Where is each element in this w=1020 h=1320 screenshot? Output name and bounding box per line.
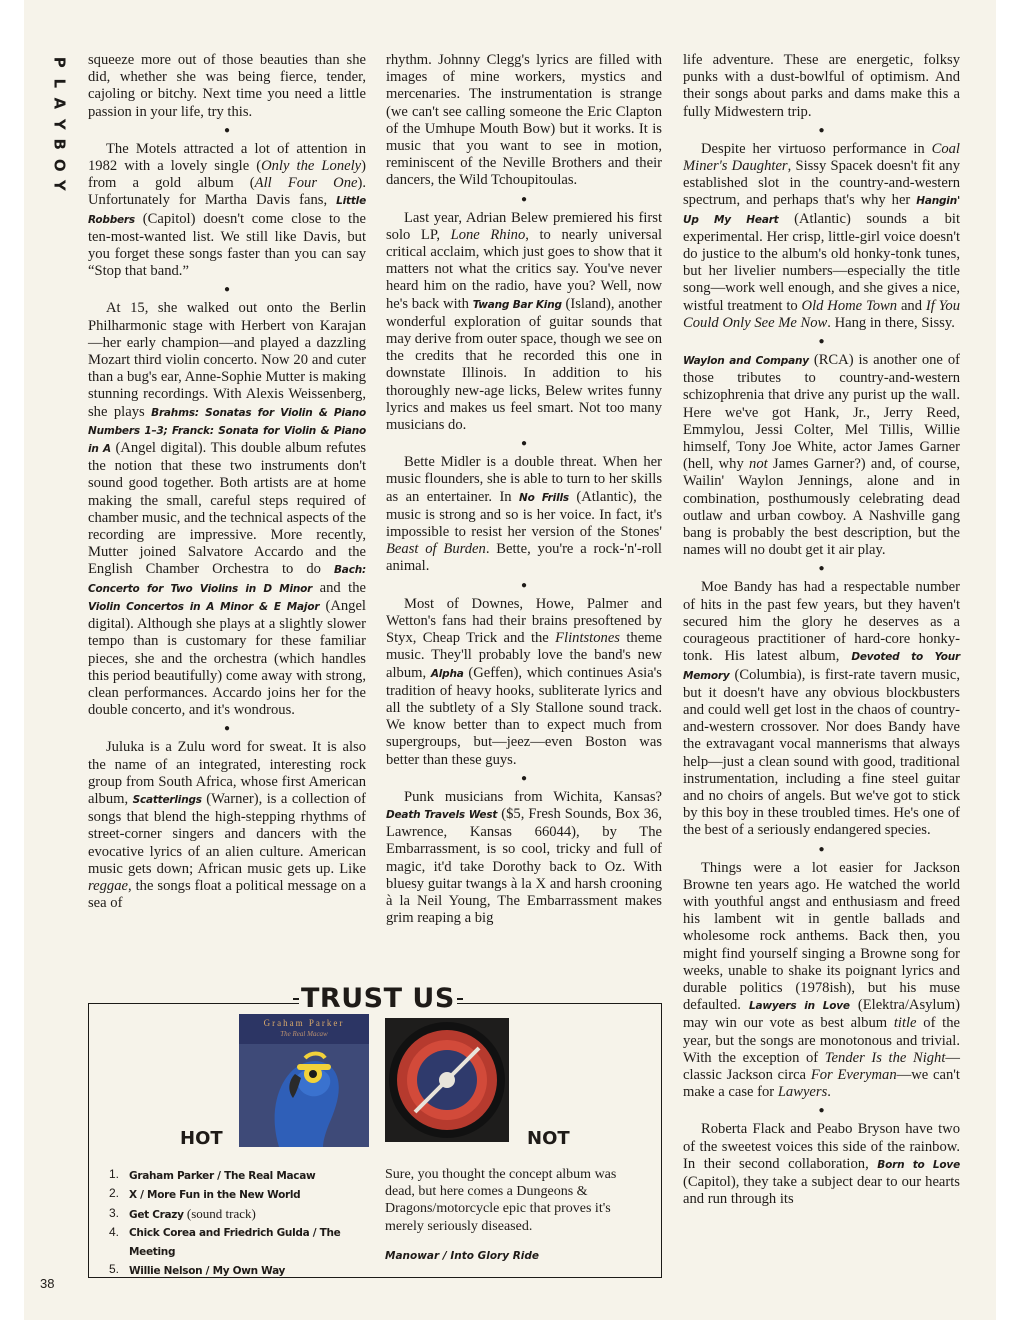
- not-album-record: [385, 1018, 509, 1142]
- paragraph: Juluka is a Zulu word for sweat. It is also the name of an integrated, interesting rock group from South Africa, whose first American album, Scatterlings (Warner), is a collection of songs that blend the high-stepping rhythms of street-corner singers and dancers with the evocative lyrics of an alien culture. American music gets down; African music gets up. Like reggae, the songs float a political message on a sea of: [88, 739, 366, 912]
- list-item: 2. X / More Fun in the New World: [109, 1186, 301, 1202]
- article-column-2: [386, 52, 662, 927]
- separator-bullet: [386, 434, 662, 454]
- trust-us-box: [88, 983, 662, 1278]
- separator-bullet: [88, 280, 366, 300]
- paragraph: Last year, Adrian Belew premiered his first solo LP, Lone Rhino, to nearly universal critical acclaim, which just goes to show that it matters not what the critics say. You've never heard him on the radio, have you? Well, now he's back with Twang Bar King (Island), another wonderful exploration of guitar sounds that may derive from outer space, though we see on the credits that he recorded this one in downstate Illinois. In addition to his thoroughly new-age licks, Belew writes funny lyrics and makes us feel smart. Not too many musicians do.: [386, 209, 663, 434]
- separator-bullet: [88, 719, 366, 739]
- paragraph: squeeze more out of those beauties than she did, whether she was being fierce, tender, cajoling or bitchy. Next time you need a little passion in your life, try this.: [88, 52, 366, 120]
- paragraph: Waylon and Company (RCA) is another one of those tributes to country-and-western schizophrenia that drive any purist up the wall. Here we've got Hank, Jr., Jerry Reed, Emmylou, Jessi Colter, Mel Tillis, Willie himself, Tony Joe White, actor James Garner (hell, why not James Garner?) and, of course, Wailin' Waylon Jennings, alone and in combination, posthumously celebrating dead outlaw and urban cowboy. A Nashville gang bang is probably the best description, but the names will no doubt get it air play.: [683, 352, 960, 559]
- paragraph: Roberta Flack and Peabo Bryson have two of the sweetest voices this side of the rainbow. In their second collaboration, Born to Love (Capitol), they take a subject dear to our hearts and run through its: [683, 1121, 960, 1208]
- separator-bullet: [88, 121, 366, 141]
- separator-bullet: [683, 121, 960, 141]
- paragraph: rhythm. Johnny Clegg's lyrics are filled with images of mine workers, mystics and mercenaries. The instrumentation is strange (we can't see calling someone the Eric Clapton of the Umhupe Mouth Bow) but it works. It is music that you want to see in motion, reminiscent of the Neville Brothers and their dancers, the Wild Tchoupitoulas.: [386, 52, 662, 189]
- paragraph: life adventure. These are energetic, folksy punks with a dust-bowlful of optimism. And their songs about parks and dams make this a fully Midwestern trip.: [683, 52, 960, 120]
- paragraph: The Motels attracted a lot of attention in 1982 with a lovely single (Only the Lonely) from a gold album (All Four One). Unfortunately for Martha Davis fans, Little Robbers (Capitol) doesn't come close to the ten-most-wanted list. We still like Davis, but you forget these songs faster than you can say “Stop that band.”: [88, 140, 366, 280]
- not-label: NOT: [527, 1128, 570, 1149]
- separator-bullet: [386, 769, 662, 789]
- list-item: 4. Chick Corea and Friedrich Gulda / The Meeting: [109, 1224, 341, 1259]
- separator-bullet: [386, 576, 662, 596]
- paragraph: Despite her virtuoso performance in Coal Miner's Daughter, Sissy Spacek doesn't fit any established slot in the country-and-western spectrum, and perhaps that's why her Hangin' Up My Heart (Atlantic) sounds a bit experimental. Her crisp, little-girl voice doesn't do justice to the album's old honky-tonk tunes, but her livelier numbers—especially the title song—work well enough, and she gives a nice, wistful treatment to Old Home Town and If You Could Only See Me Now. Hang in there, Sissy.: [683, 140, 960, 331]
- album-cover-title: The Real Macaw: [280, 1030, 328, 1038]
- list-item: 5. Willie Nelson / My Own Way: [109, 1262, 286, 1278]
- not-album-title: Manowar / Into Glory Ride: [385, 1250, 540, 1262]
- article-column-3: [683, 52, 960, 1208]
- paragraph: Things were a lot easier for Jackson Browne ten years ago. He watched the world with youthful angst and enthusiasm and freed his lambent wit in gentle ballads and wholesome rock anthems. Back then, you might find yourself singing a Browne song for weeks, unable to shake its poignant lyrics and durable politics (1978ish), but his muse defaulted. Lawyers in Love (Elektra/Asylum) may win our vote as best album title of the year, but the songs are monotonous and trivial. With the exception of Tender Is the Night—classic Jackson circa For Everyman—we can't make a case for Lawyers.: [683, 859, 960, 1101]
- not-review-text: Sure, you thought the concept album was dead, but here comes a Dungeons & Dragons/motorcycle epic that proves it's merely seriously diseased.: [385, 1167, 617, 1234]
- paragraph: Punk musicians from Wichita, Kansas? Death Travels West ($5, Fresh Sounds, Box 36, Lawrence, Kansas 66044), by The Embarrassment, is so cool, tricky and full of magic, it'd take Dorothy back to Oz. With bluesy guitar twangs à la X and harsh crooning à la Neil Young, The Embarrassment makes grim reaping a big: [386, 788, 662, 927]
- trust-us-heading: TRUST US: [301, 983, 455, 1014]
- hot-label: HOT: [180, 1128, 223, 1149]
- list-item: 3. Get Crazy (sound track): [109, 1205, 256, 1221]
- hot-list: [109, 1166, 369, 1281]
- paragraph: Most of Downes, Howe, Palmer and Wetton's fans had their brains presoftened by Styx, Cheap Trick and the Flintstones theme music. They'll probably love the band's new album, Alpha (Geffen), which continues Asia's tradition of heavy hooks, subliterate lyrics and all the subtlety of a Sly Stallone sound track. We know better than to expect much from supergroups, but—jeez—even Boston was better than these guys.: [386, 595, 662, 768]
- paragraph: Bette Midler is a double threat. When her music flounders, she is able to turn to her skills as an entertainer. In No Frills (Atlantic), the music is strong and so is her voice. In fact, it's impossible to resist her version of the Stones' Beast of Burden. Bette, you're a rock-'n'-roll animal.: [386, 454, 662, 575]
- separator-bullet: [683, 332, 960, 352]
- separator-bullet: [386, 190, 662, 210]
- article-column-1: [88, 52, 366, 912]
- separator-bullet: [683, 1101, 960, 1121]
- separator-bullet: [683, 559, 960, 579]
- list-item: 1. Graham Parker / The Real Macaw: [109, 1167, 316, 1182]
- separator-bullet: [683, 840, 960, 860]
- macaw-illustration: [239, 1014, 369, 1147]
- page-number: 38: [40, 1276, 55, 1291]
- paragraph: At 15, she walked out onto the Berlin Philharmonic stage with Herbert von Karajan—her early champion—and played a dazzling Mozart third violin concerto. Now 20 and cuter than a bug's ear, Anne-Sophie Mutter is making stunning recordings. With Alexis Weissenberg, she plays Brahms: Sonatas for Violin & Piano Numbers 1–3; Franck: Sonata for Violin & Piano in A (Angel digital). This double album refutes the notion that these two instruments don't sound good together. Both artists are at home making the small, careful steps required of chamber music, and the technical aspects of the recording are impressive. More recently, Mutter joined Salvatore Accardo and the English Chamber Orchestra to do Bach: Concerto for Two Violins in D Minor and the Violin Concertos in A Minor & E Major (Angel digital). Although she plays at a slightly slower tempo than is customary for these familiar pieces, she and the orchestra (which handles this period beautifully) come away with strong, clean performances. Accardo joins her for the double concerto, and it's wondrous.: [88, 300, 366, 719]
- side-label-playboy: P L A Y B O Y: [50, 56, 69, 191]
- paragraph: Moe Bandy has had a respectable number of hits in the past few years, but they haven't secured him the glory he deserves as a courageous practitioner of hard-core honky-tonk. His latest album, Devoted to Your Memory (Columbia), is first-rate tavern music, but it doesn't have any obvious blockbusters and could well get lost in the chaos of country-and-western crossover. Nor does Bandy have the extravagant vocal mannerisms that always help—just a clean sound with good, traditional instrumentation, including a fine steel guitar and no choirs of angels. But we've got to stick by this boy in these troubled times. He's one of the best of a seriously endangered species.: [683, 579, 960, 839]
- hot-album-cover: [239, 1014, 369, 1147]
- album-cover-artist: Graham Parker: [263, 1018, 345, 1028]
